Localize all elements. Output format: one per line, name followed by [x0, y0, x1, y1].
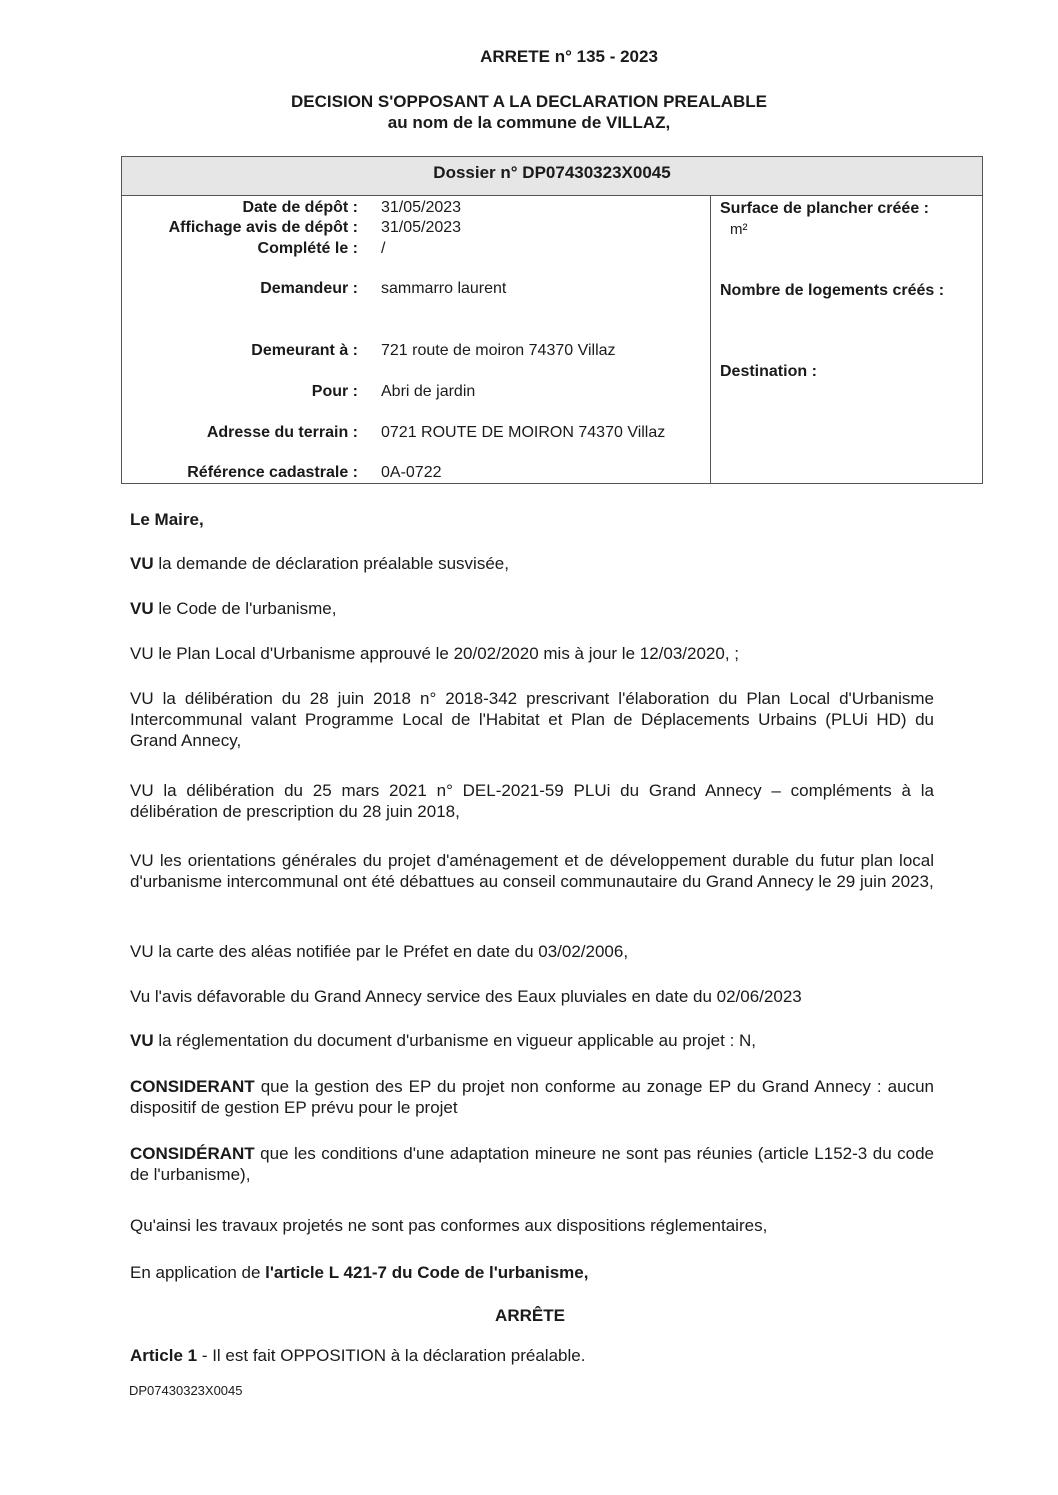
considerant-keyword: CONSIDÉRANT	[130, 1144, 255, 1163]
demeurant-value: 721 route de moiron 74370 Villaz	[381, 342, 616, 359]
article-reference: l'article L 421-7 du Code de l'urbanisme,	[265, 1263, 589, 1282]
article-1-label: Article 1	[130, 1346, 198, 1365]
dossier-box	[121, 156, 983, 484]
affichage-value: 31/05/2023	[381, 219, 462, 236]
decision-title: DECISION S'OPPOSANT A LA DECLARATION PREALABLE	[291, 92, 767, 111]
cadastre-value: 0A-0722	[381, 464, 442, 481]
paragraph-vu-plu: VU le Plan Local d'Urbanisme approuvé le 20/02/2020 mis à jour le 12/03/2020, ;	[130, 644, 740, 663]
paragraph-considerant-ep	[130, 1076, 934, 1118]
considerant-keyword: CONSIDERANT	[130, 1077, 255, 1096]
le-maire-text: Le Maire,	[130, 510, 204, 529]
surface-unit: m²	[730, 221, 748, 238]
arrete-heading: ARRÊTE	[495, 1306, 565, 1325]
demandeur-label: Demandeur :	[260, 280, 358, 297]
paragraph-vu-demande	[130, 553, 934, 574]
vu-keyword: VU	[130, 599, 154, 618]
adresse-value: 0721 ROUTE DE MOIRON 74370 Villaz	[381, 424, 666, 441]
arrete-title: ARRETE n° 135 - 2023	[480, 47, 658, 66]
dossier-heading: Dossier n° DP07430323X0045	[122, 157, 982, 196]
vu-code-text: le Code de l'urbanisme,	[153, 599, 337, 618]
paragraph-vu-code	[130, 598, 934, 619]
cadastre-label: Référence cadastrale :	[187, 464, 358, 481]
footer-reference: DP07430323X0045	[129, 1383, 243, 1398]
vu-demande-text: la demande de déclaration préalable susvisée,	[153, 554, 509, 573]
adresse-label: Adresse du terrain :	[206, 424, 358, 441]
column-divider	[710, 195, 711, 484]
paragraph-qu-ainsi: Qu'ainsi les travaux projetés ne sont pas conformes aux dispositions réglementaires,	[130, 1216, 768, 1235]
pour-value: Abri de jardin	[381, 383, 476, 400]
paragraph-en-application	[130, 1262, 934, 1283]
demandeur-value: sammarro laurent	[381, 280, 507, 297]
affichage-label: Affichage avis de dépôt :	[168, 219, 358, 236]
demeurant-label: Demeurant à :	[251, 342, 358, 359]
complete-value: /	[381, 240, 386, 257]
vu-reglementation-text: la réglementation du document d'urbanisme en vigueur applicable au projet : N,	[153, 1031, 757, 1050]
logements-label: Nombre de logements créés :	[720, 282, 945, 299]
date-depot-value: 31/05/2023	[381, 199, 462, 216]
vu-keyword: VU	[130, 554, 154, 573]
considerant-adaptation-text: que les conditions d'une adaptation mineure ne sont pas réunies (article L152-3 du code de l'urbanisme),	[130, 1144, 934, 1184]
article-1	[130, 1345, 934, 1366]
pour-label: Pour :	[311, 383, 358, 400]
paragraph-considerant-adaptation	[130, 1143, 934, 1185]
destination-label: Destination :	[720, 363, 817, 380]
paragraph-vu-avis: Vu l'avis défavorable du Grand Annecy service des Eaux pluviales en date du 02/06/2023	[130, 987, 802, 1006]
date-depot-label: Date de dépôt :	[242, 199, 358, 216]
paragraph-vu-deliberation-2018: VU la délibération du 28 juin 2018 n° 2018-342 prescrivant l'élaboration du Plan Local d'Urbanisme Intercommunal valant Programme Local de l'Habitat et Plan de Déplacements Urbains (PLUi HD) du Grand Annecy,	[130, 689, 934, 750]
considerant-ep-text: que la gestion des EP du projet non conforme au zonage EP du Grand Annecy : aucun dispositif de gestion EP prévu pour le projet	[130, 1077, 934, 1117]
paragraph-vu-deliberation-2021: VU la délibération du 25 mars 2021 n° DEL-2021-59 PLUi du Grand Annecy – compléments à la délibération de prescription du 28 juin 2018,	[130, 781, 934, 821]
article-1-text: - Il est fait OPPOSITION à la déclaration préalable.	[197, 1346, 586, 1365]
surface-label: Surface de plancher créée :	[720, 200, 929, 217]
paragraph-vu-orientations: VU les orientations générales du projet d'aménagement et de développement durable du futur plan local d'urbanisme intercommunal ont été débattues au conseil communautaire du Grand Annecy le 29 juin 2023,	[130, 851, 934, 891]
commune-line: au nom de la commune de VILLAZ,	[387, 113, 671, 132]
en-application-text: En application de	[130, 1263, 266, 1282]
vu-keyword: VU	[130, 1031, 154, 1050]
paragraph-vu-carte-aleas: VU la carte des aléas notifiée par le Préfet en date du 03/02/2006,	[130, 942, 629, 961]
paragraph-vu-reglementation	[130, 1030, 934, 1051]
complete-label: Complété le :	[257, 240, 358, 257]
le-maire	[130, 509, 934, 530]
